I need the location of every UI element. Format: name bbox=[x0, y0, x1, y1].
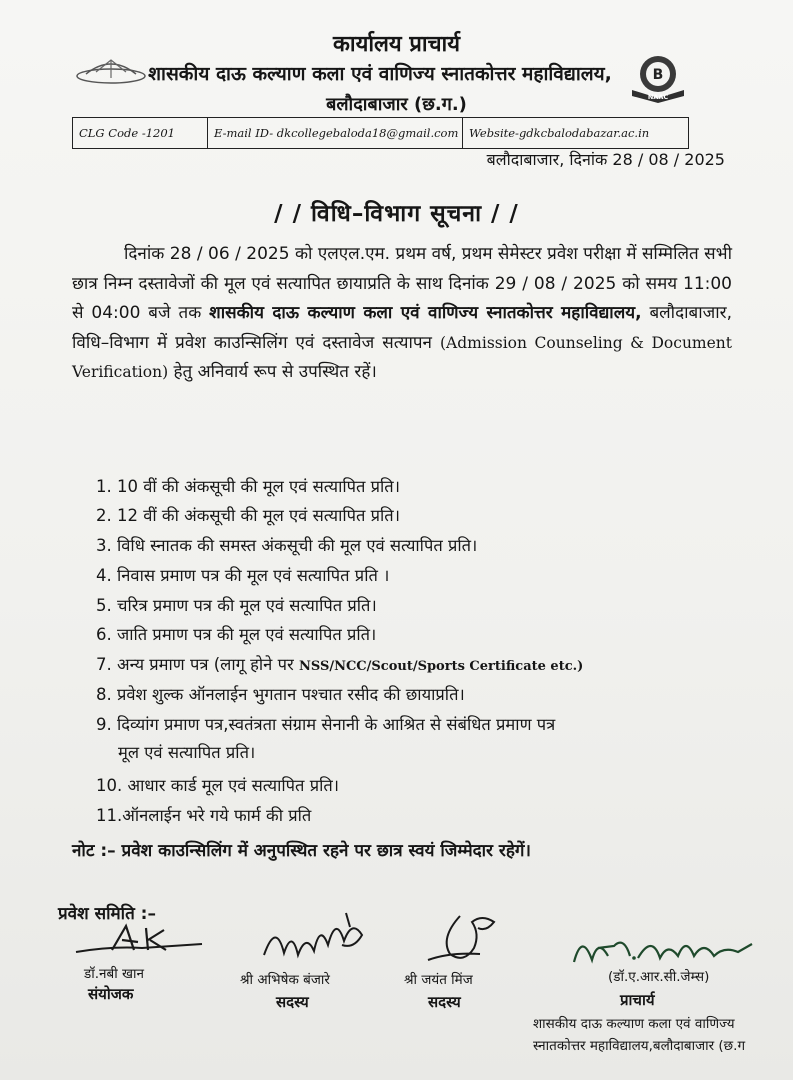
naac-grade: B bbox=[652, 67, 664, 83]
signature-principal-icon bbox=[568, 926, 758, 970]
signature-member-3-icon bbox=[420, 908, 500, 968]
list-item: 4. निवास प्रमाण पत्र की मूल एवं सत्यापित प्रति । bbox=[96, 566, 390, 585]
contact-info-box bbox=[72, 117, 689, 149]
list-item: 8. प्रवेश शुल्क ऑनलाईन भुगतान पश्चात रसीद की छायाप्रति। bbox=[96, 685, 465, 704]
para-text-1: दिनांक 28 / 06 / 2025 को एलएल.एम. प्रथम वर्ष, प्रथम सेमेस्टर प्रवेश परीक्षा में सम्मिलित सभी छात्र निम्न दस्तावेजों की मूल एवं सत्यापित छायाप्रति के साथ दिनांक 29 / 08 / 2025 को समय 11:00 से 04:00 बजे तक bbox=[72, 244, 732, 323]
member-1-role: संयोजक bbox=[88, 985, 134, 1003]
member-3-name: श्री जयंत मिंज bbox=[404, 972, 473, 988]
college-website: Website-gdkcbalodabazar.ac.in bbox=[469, 126, 650, 140]
list-item: 11.ऑनलाईन भरे गये फार्म की प्रति bbox=[96, 806, 312, 825]
principal-name: (डॉ.ए.आर.सी.जेम्स) bbox=[608, 969, 710, 985]
para-text-3: हेतु अनिवार्य रूप से उपस्थित रहें। bbox=[173, 362, 377, 382]
list-item: 1. 10 वीं की अंकसूची की मूल एवं सत्यापित प्रति। bbox=[96, 477, 400, 496]
signature-convenor-icon bbox=[72, 920, 212, 960]
notice-note: नोट :– प्रवेश काउन्सिलिंग में अनुपस्थित रहने पर छात्र स्वयं जिम्मेदार रहेगें। bbox=[72, 841, 531, 861]
college-email: E-mail ID- dkcollegebaloda18@gmail.com bbox=[208, 118, 463, 148]
list-item: 2. 12 वीं की अंकसूची की मूल एवं सत्यापित प्रति। bbox=[96, 506, 400, 525]
notice-date: बलौदाबाजार, दिनांक 28 / 08 / 2025 bbox=[486, 150, 725, 169]
naac-badge-icon bbox=[628, 52, 688, 104]
list-item: 10. आधार कार्ड मूल एवं सत्यापित प्रति। bbox=[96, 776, 340, 795]
member-3-role: सदस्य bbox=[428, 993, 461, 1011]
notice-title: / / विधि–विभाग सूचना / / bbox=[274, 201, 519, 227]
list-item: 5. चरित्र प्रमाण पत्र की मूल एवं सत्यापित प्रति। bbox=[96, 596, 377, 615]
para-latin-text: (Admission Counseling & Document Verification) bbox=[72, 333, 733, 381]
college-city: बलौदाबाजार (छ.ग.) bbox=[326, 94, 467, 115]
list-item-text: 7. अन्य प्रमाण पत्र (लागू होने पर bbox=[96, 655, 294, 674]
member-1-name: डॉ.नबी खान bbox=[84, 966, 145, 982]
list-item-continuation: मूल एवं सत्यापित प्रति। bbox=[118, 743, 256, 762]
list-item: 6. जाति प्रमाण पत्र की मूल एवं सत्यापित प्रति। bbox=[96, 625, 377, 644]
principal-college-line-2: स्नातकोत्तर महाविद्यालय,बलौदाबाजार (छ.ग bbox=[533, 1038, 746, 1054]
principal-college-line-1: शासकीय दाऊ कल्याण कला एवं वाणिज्य bbox=[533, 1016, 735, 1032]
para-text-2: बलौदाबाजार, विधि–विभाग में प्रवेश काउन्सिलिंग एवं दस्तावेज सत्यापन bbox=[72, 303, 733, 353]
naac-label: NAAC bbox=[647, 93, 669, 101]
notice-paragraph bbox=[72, 240, 732, 388]
college-code: CLG Code -1201 bbox=[73, 118, 208, 148]
list-item: 3. विधि स्नातक की समस्त अंकसूची की मूल एवं सत्यापित प्रति। bbox=[96, 536, 478, 555]
committee-label: प्रवेश समिति :– bbox=[58, 904, 156, 924]
college-name: शासकीय दाऊ कल्याण कला एवं वाणिज्य स्नातकोत्तर महाविद्यालय, bbox=[148, 63, 612, 85]
member-2-role: सदस्य bbox=[276, 993, 309, 1011]
list-item bbox=[96, 652, 583, 675]
member-2-name: श्री अभिषेक बंजारे bbox=[240, 972, 330, 988]
list-item-certificates: NSS/NCC/Scout/Sports Certificate etc.) bbox=[298, 659, 584, 674]
office-heading: कार्यालय प्राचार्य bbox=[332, 32, 461, 57]
signature-member-2-icon bbox=[258, 905, 370, 967]
principal-role: प्राचार्य bbox=[620, 991, 655, 1009]
para-college-bold: शासकीय दाऊ कल्याण कला एवं वाणिज्य स्नातकोत्तर महाविद्यालय, bbox=[209, 303, 642, 323]
list-item: 9. दिव्यांग प्रमाण पत्र,स्वतंत्रता संग्राम सेनानी के आश्रित से संबंधित प्रमाण पत्र bbox=[96, 715, 556, 734]
